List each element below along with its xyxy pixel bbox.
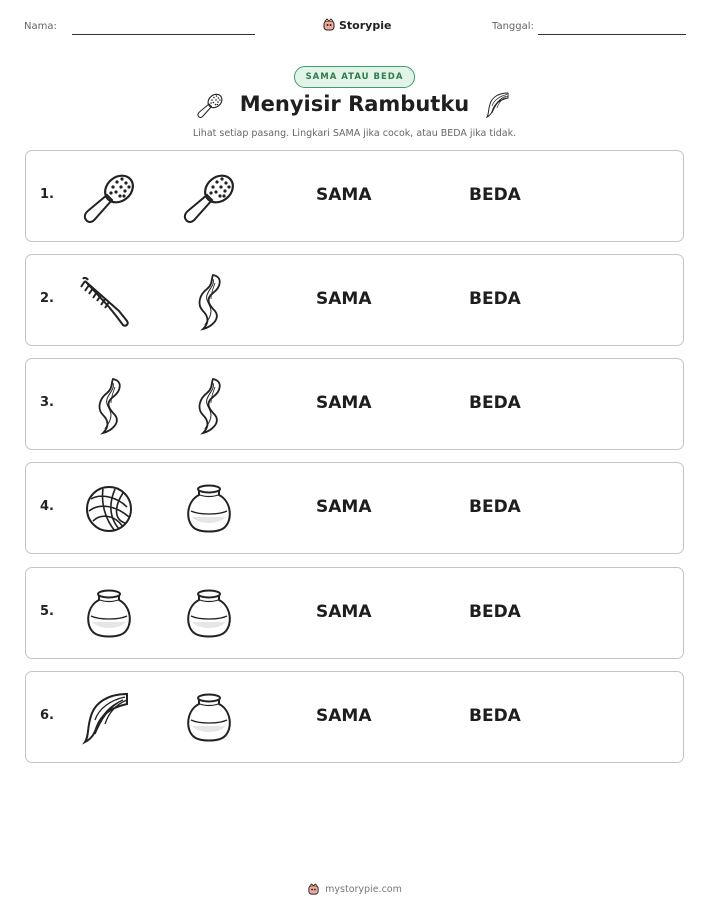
question-number: 1.: [40, 187, 54, 202]
question-number: 3.: [40, 395, 54, 410]
hair-lock-icon: [484, 90, 514, 120]
same-option[interactable]: SAMA: [316, 602, 372, 622]
jar-icon: [79, 584, 139, 644]
storypie-mascot-icon: [307, 883, 320, 896]
question-row: [25, 567, 684, 659]
jar-icon: [179, 584, 239, 644]
same-option[interactable]: SAMA: [316, 706, 372, 726]
worksheet-badge: SAMA ATAU BEDA: [294, 66, 415, 88]
same-option[interactable]: SAMA: [316, 185, 372, 205]
hairbrush-icon: [79, 167, 139, 227]
question-row: [25, 358, 684, 450]
hair-bun-icon: [79, 479, 139, 539]
question-number: 4.: [40, 499, 54, 514]
same-option[interactable]: SAMA: [316, 289, 372, 309]
storypie-mascot-icon: [322, 18, 336, 32]
question-row: [25, 150, 684, 242]
hair-lock-icon: [79, 688, 139, 748]
jar-icon: [179, 688, 239, 748]
brand-logo: [322, 16, 391, 34]
comb-icon: [79, 271, 139, 331]
name-label: Nama:: [24, 21, 57, 32]
instructions: Lihat setiap pasang. Lingkari SAMA jika cocok, atau BEDA jika tidak.: [192, 128, 517, 139]
question-number: 2.: [40, 291, 54, 306]
different-option[interactable]: BEDA: [469, 289, 521, 309]
jar-icon: [179, 479, 239, 539]
hair-strand-icon: [179, 271, 239, 331]
date-label: Tanggal:: [492, 21, 534, 32]
different-option[interactable]: BEDA: [469, 602, 521, 622]
question-number: 6.: [40, 708, 54, 723]
different-option[interactable]: BEDA: [469, 497, 521, 517]
hair-strand-icon: [179, 375, 239, 435]
same-option[interactable]: SAMA: [316, 497, 372, 517]
name-field[interactable]: [72, 34, 255, 35]
footer: [0, 879, 709, 899]
different-option[interactable]: BEDA: [469, 185, 521, 205]
different-option[interactable]: BEDA: [469, 706, 521, 726]
question-row: [25, 462, 684, 554]
worksheet-header: [24, 16, 686, 40]
question-row: [25, 254, 684, 346]
footer-url: mystorypie.com: [325, 883, 402, 895]
same-option[interactable]: SAMA: [316, 393, 372, 413]
page-title: Menyisir Rambutku: [239, 92, 470, 116]
question-number: 5.: [40, 604, 54, 619]
different-option[interactable]: BEDA: [469, 393, 521, 413]
hairbrush-icon: [179, 167, 239, 227]
question-row: [25, 671, 684, 763]
brand-name: Storypie: [339, 18, 392, 32]
hair-strand-icon: [79, 375, 139, 435]
date-field[interactable]: [538, 34, 686, 35]
title-row: [0, 90, 709, 122]
